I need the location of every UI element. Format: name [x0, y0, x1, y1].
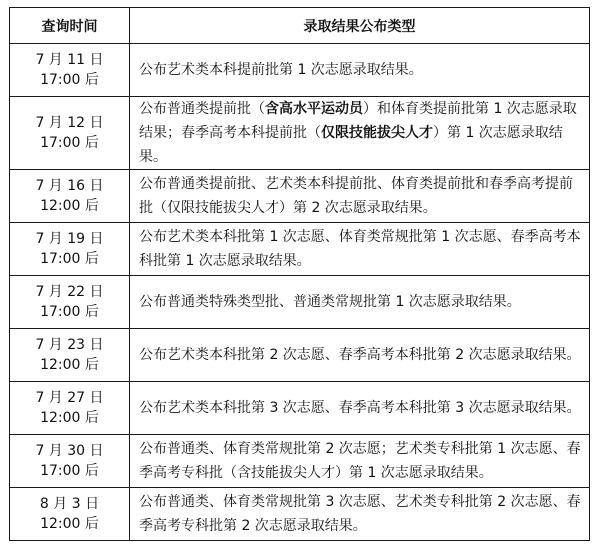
- query-time-cell: [10, 223, 130, 276]
- query-hour: 17:00 后: [40, 72, 99, 88]
- result-text: 公布普通类提前批（: [139, 101, 265, 117]
- result-type-cell: [130, 223, 590, 276]
- query-hour: 17:00 后: [40, 135, 99, 151]
- query-time-cell: [10, 435, 130, 488]
- table-row: [10, 329, 590, 382]
- query-hour: 12:00 后: [40, 516, 99, 532]
- result-text: ）第 1 次志愿录取结果。: [139, 125, 563, 165]
- query-time-cell: [10, 276, 130, 329]
- table-row: [10, 44, 590, 97]
- query-hour: 17:00 后: [40, 463, 99, 479]
- admission-results-table-container: [9, 7, 589, 541]
- query-time-cell: [10, 170, 130, 223]
- table-row: [10, 223, 590, 276]
- result-text: ）和体育类提前批第 1 次志愿录取结果；春季高考本科提前批（: [139, 101, 577, 141]
- result-text: 公布艺术类本科提前批第 1 次志愿录取结果。: [139, 62, 423, 78]
- query-date: 7 月 22 日: [35, 284, 104, 300]
- result-type-cell: [130, 97, 590, 170]
- query-hour: 12:00 后: [40, 410, 99, 426]
- result-text: 公布普通类提前批、艺术类本科提前批、体育类提前批和春季高考提前批（仅限技能拔尖人才）第 2 次志愿录取结果。: [139, 176, 573, 216]
- table-row: [10, 170, 590, 223]
- query-hour: 12:00 后: [40, 198, 99, 214]
- table-row: [10, 276, 590, 329]
- result-type-cell: [130, 488, 590, 541]
- column-header-query-time: 查询时间: [10, 8, 130, 44]
- result-type-cell: [130, 435, 590, 488]
- result-type-cell: [130, 44, 590, 97]
- query-hour: 17:00 后: [40, 304, 99, 320]
- result-type-cell: [130, 276, 590, 329]
- query-date: 7 月 11 日: [35, 52, 104, 68]
- admission-results-table: [9, 7, 590, 541]
- query-date: 7 月 27 日: [35, 390, 104, 406]
- query-date: 7 月 19 日: [35, 231, 104, 247]
- query-hour: 12:00 后: [40, 357, 99, 373]
- query-date: 7 月 23 日: [35, 337, 104, 353]
- result-text: 公布艺术类本科批第 2 次志愿、春季高考本科批第 2 次志愿录取结果。: [139, 347, 581, 363]
- query-time-cell: [10, 329, 130, 382]
- query-time-cell: [10, 97, 130, 170]
- query-date: 7 月 16 日: [35, 178, 104, 194]
- result-text: 公布艺术类本科批第 3 次志愿、春季高考本科批第 3 次志愿录取结果。: [139, 400, 581, 416]
- result-text-emphasis: 含高水平运动员: [265, 101, 363, 117]
- result-type-cell: [130, 329, 590, 382]
- table-header-row: [10, 8, 590, 44]
- table-row: [10, 435, 590, 488]
- query-date: 7 月 12 日: [35, 115, 104, 131]
- table-row: [10, 488, 590, 541]
- table-row: [10, 382, 590, 435]
- query-hour: 17:00 后: [40, 251, 99, 267]
- result-type-cell: [130, 170, 590, 223]
- query-date: 7 月 30 日: [35, 443, 104, 459]
- column-header-result-type: 录取结果公布类型: [130, 8, 590, 44]
- result-text: 公布艺术类本科批第 1 次志愿、体育类常规批第 1 次志愿、春季高考本科批第 1 次志愿录取结果。: [139, 229, 581, 269]
- result-text: 公布普通类特殊类型批、普通类常规批第 1 次志愿录取结果。: [139, 294, 521, 310]
- table-row: [10, 97, 590, 170]
- result-text: 公布普通类、体育类常规批第 3 次志愿、艺术类专科批第 2 次志愿、春季高考专科批第 2 次志愿录取结果。: [139, 494, 581, 534]
- result-text: 公布普通类、体育类常规批第 2 次志愿；艺术类专科批第 1 次志愿、春季高考专科批（含技能拔尖人才）第 1 次志愿录取结果。: [139, 441, 581, 481]
- query-time-cell: [10, 44, 130, 97]
- result-type-cell: [130, 382, 590, 435]
- result-text-emphasis: 仅限技能拔尖人才: [321, 125, 433, 141]
- query-date: 8 月 3 日: [39, 496, 100, 512]
- query-time-cell: [10, 488, 130, 541]
- query-time-cell: [10, 382, 130, 435]
